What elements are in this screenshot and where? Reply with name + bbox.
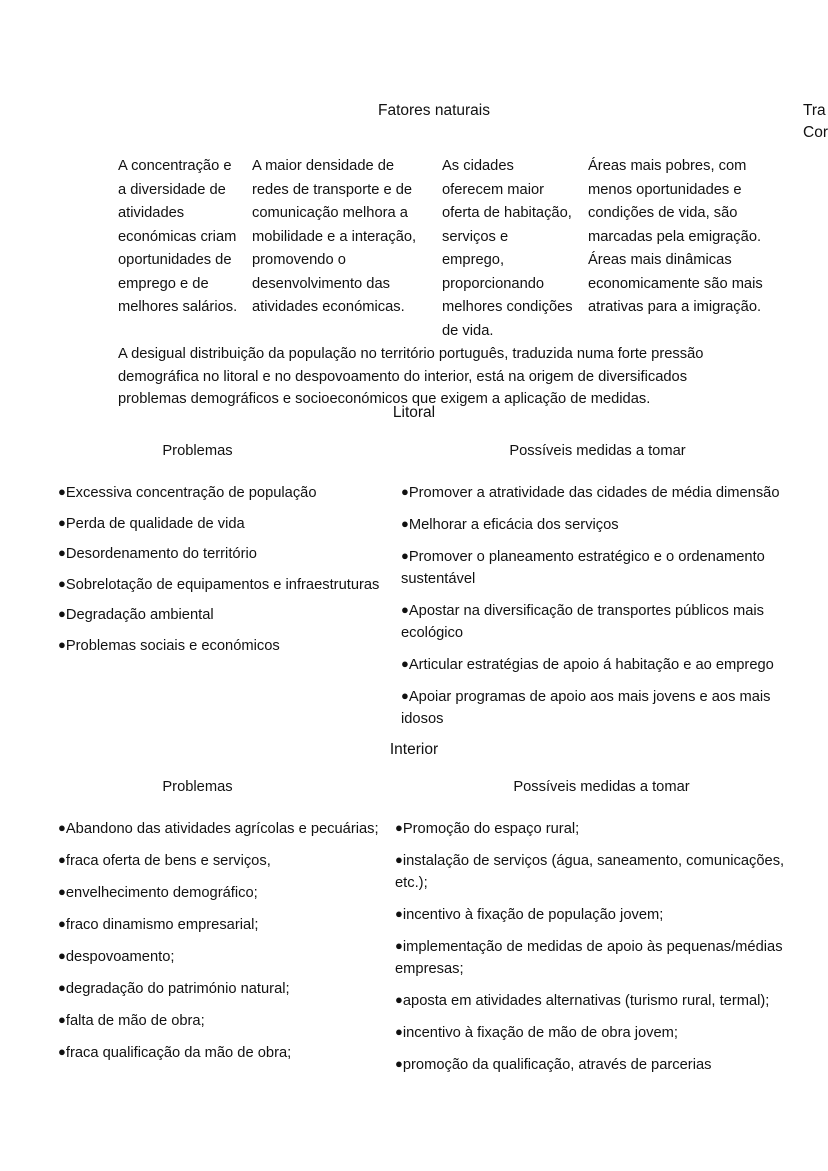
factor-column-3: As cidades oferecem maior oferta de habitação, serviços e emprego, proporcionando melhores condições de vida.	[442, 158, 573, 339]
list-item-text: promoção da qualificação, através de parcerias	[402, 1057, 712, 1073]
bullet-icon: ●	[401, 656, 409, 671]
bullet-icon: ●	[58, 575, 66, 591]
list-item	[58, 913, 385, 936]
clipped-text-line-2: Cor	[803, 124, 828, 141]
bullet-icon: ●	[395, 992, 403, 1007]
list-item-text: fraca qualificação da mão de obra;	[65, 1045, 292, 1061]
list-item	[58, 481, 385, 504]
list-item	[401, 513, 790, 536]
bullet-icon: ●	[395, 820, 403, 835]
list-item	[401, 653, 790, 676]
list-item-text: despovoamento;	[65, 949, 175, 965]
factor-column-4: Áreas mais pobres, com menos oportunidades e condições de vida, são marcadas pela emigração. Áreas mais dinâmicas economicamente são mais atrativas para a imigração.	[588, 158, 763, 315]
interior-problems-list	[58, 817, 385, 1064]
litoral-problems-list	[58, 481, 385, 657]
list-item	[395, 903, 798, 926]
bullet-icon: ●	[395, 938, 403, 953]
section-title-interior: Interior	[389, 741, 439, 758]
interior-problems-header: Problemas	[162, 779, 233, 795]
list-item-text: Melhorar a eficácia dos serviços	[408, 517, 619, 533]
bullet-icon: ●	[58, 820, 66, 835]
list-item-text: Perda de qualidade de vida	[65, 515, 245, 532]
list-item-text: Desordenamento do território	[65, 546, 257, 562]
list-item-text: Articular estratégias de apoio á habitação e ao emprego	[408, 657, 774, 673]
list-item	[58, 817, 385, 840]
bullet-icon: ●	[58, 884, 66, 899]
list-item-text: implementação de medidas de apoio às pequenas/médias empresas;	[395, 939, 783, 977]
heading-fatores-naturais: Fatores naturais	[378, 102, 490, 119]
bullet-icon: ●	[58, 606, 66, 621]
factor-column-2: A maior densidade de redes de transporte e de comunicação melhora a mobilidade e a interação, promovendo o desenvolvimento das atividades económicas.	[252, 158, 417, 315]
top-heading-row	[0, 100, 828, 146]
list-item	[401, 545, 790, 590]
section-interior	[0, 776, 828, 1085]
list-item	[401, 481, 790, 504]
bullet-icon: ●	[58, 1012, 66, 1027]
clipped-text-line-1: Tra	[803, 102, 826, 119]
bullet-icon: ●	[58, 545, 66, 560]
list-item-text: Problemas sociais e económicos	[65, 637, 280, 654]
bullet-icon: ●	[58, 484, 66, 499]
list-item-text: Apostar na diversificação de transportes públicos mais ecológico	[401, 603, 764, 641]
list-item	[58, 1041, 385, 1064]
list-item	[58, 573, 385, 596]
interior-measures-column	[395, 776, 828, 1085]
section-title-litoral: Litoral	[392, 404, 436, 421]
list-item-text: Apoiar programas de apoio aos mais jovens e aos mais idosos	[401, 689, 771, 727]
bullet-icon: ●	[58, 636, 66, 652]
list-item	[395, 989, 798, 1012]
factor-column-1: A concentração e a diversidade de atividades económicas criam oportunidades de emprego e de melhores salários.	[118, 158, 238, 315]
list-item	[395, 1021, 798, 1044]
interior-problems-column	[0, 776, 395, 1085]
list-item-text: falta de mão de obra;	[65, 1013, 205, 1029]
bullet-icon: ●	[401, 516, 409, 531]
list-item	[58, 634, 385, 657]
list-item-text: instalação de serviços (água, saneamento, comunicações, etc.);	[395, 853, 785, 891]
list-item	[401, 685, 790, 730]
bullet-icon: ●	[401, 688, 409, 703]
list-item-text: incentivo à fixação de população jovem;	[402, 907, 664, 923]
list-item-text: Sobrelotação de equipamentos e infraestruturas	[65, 576, 380, 593]
bullet-icon: ●	[401, 548, 409, 563]
litoral-problems-header: Problemas	[162, 443, 233, 459]
list-item	[395, 935, 798, 980]
list-item-text: fraco dinamismo empresarial;	[65, 917, 259, 933]
list-item-text: Promoção do espaço rural;	[402, 821, 580, 837]
bullet-icon: ●	[395, 1024, 403, 1039]
bullet-icon: ●	[395, 852, 403, 867]
list-item	[58, 945, 385, 968]
list-item	[401, 599, 790, 644]
list-item-text: Promover o planeamento estratégico e o ordenamento sustentável	[401, 549, 765, 587]
list-item	[395, 849, 798, 894]
list-item	[58, 977, 385, 1000]
litoral-measures-header: Possíveis medidas a tomar	[509, 443, 686, 459]
bullet-icon: ●	[58, 852, 66, 867]
bullet-icon: ●	[58, 916, 66, 931]
bullet-icon: ●	[58, 1044, 66, 1059]
litoral-measures-list	[395, 481, 790, 730]
bullet-icon: ●	[58, 514, 66, 530]
bullet-icon: ●	[401, 602, 409, 617]
bullet-icon: ●	[395, 906, 403, 921]
list-item	[58, 849, 385, 872]
bullet-icon: ●	[58, 980, 66, 995]
list-item-text: degradação do património natural;	[65, 981, 290, 997]
list-item	[58, 881, 385, 904]
heading-clipped-right	[803, 100, 828, 144]
list-item-text: incentivo à fixação de mão de obra jovem;	[402, 1025, 678, 1041]
list-item-text: Abandono das atividades agrícolas e pecuárias;	[65, 821, 379, 837]
intro-paragraph: A desigual distribuição da população no território português, traduzida numa forte pressão demográfica no litoral e no despovoamento do interior, está na origem de diversificados problemas demográficos e socioeconómicos que exigem a aplicação de medidas.	[118, 346, 704, 407]
factor-columns	[118, 155, 798, 343]
list-item-text: envelhecimento demográfico;	[65, 885, 258, 901]
list-item-text: aposta em atividades alternativas (turismo rural, termal);	[402, 993, 770, 1009]
bullet-icon: ●	[401, 484, 409, 499]
bullet-icon: ●	[58, 948, 66, 963]
list-item	[58, 542, 385, 565]
bullet-icon: ●	[395, 1056, 403, 1071]
litoral-measures-column	[395, 440, 828, 739]
list-item-text: fraca oferta de bens e serviços,	[65, 853, 271, 869]
list-item-text: Excessiva concentração de população	[65, 485, 317, 501]
list-item-text: Promover a atratividade das cidades de média dimensão	[408, 485, 780, 501]
list-item	[58, 603, 385, 626]
list-item-text: Degradação ambiental	[65, 607, 214, 623]
interior-measures-header: Possíveis medidas a tomar	[513, 779, 690, 795]
list-item	[395, 1053, 798, 1076]
litoral-problems-column	[0, 440, 395, 739]
list-item	[58, 512, 385, 535]
list-item	[395, 817, 798, 840]
section-litoral	[0, 440, 828, 739]
list-item	[58, 1009, 385, 1032]
interior-measures-list	[395, 817, 798, 1076]
